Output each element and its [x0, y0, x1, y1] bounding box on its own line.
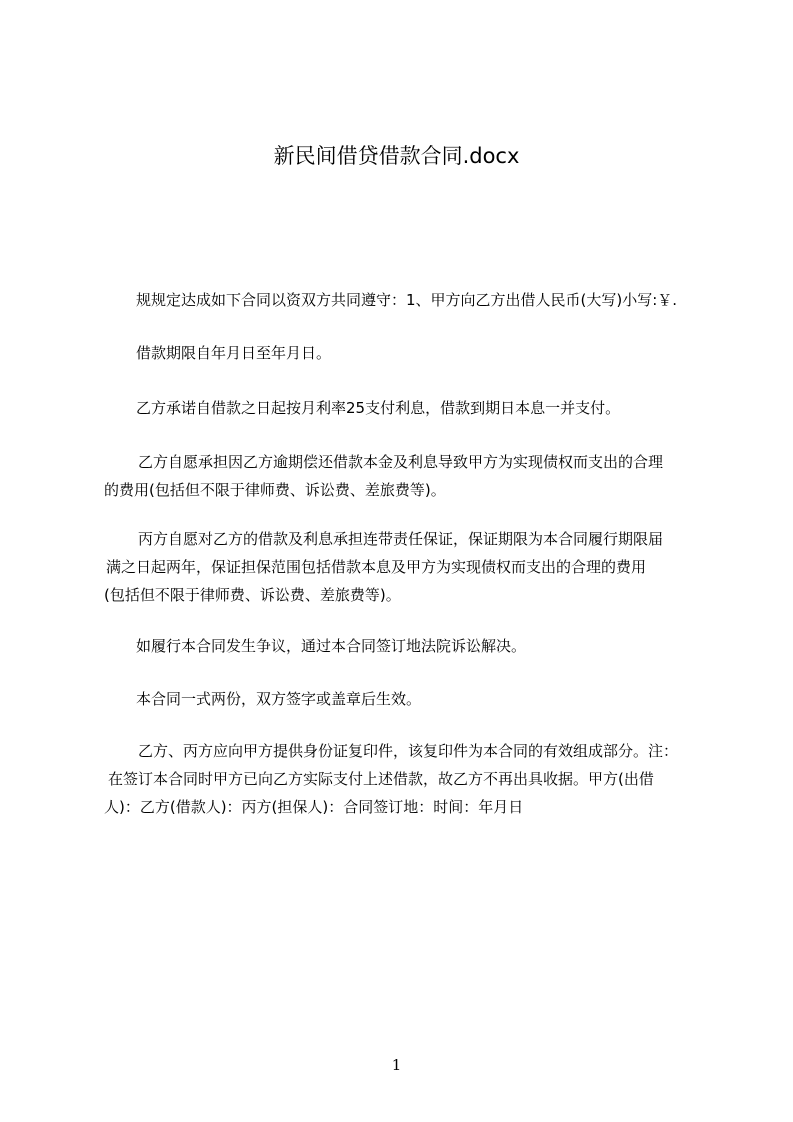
paragraph-line: 乙方、丙方应向甲方提供身份证复印件，该复印件为本合同的有效组成部分。注：: [138, 742, 679, 760]
paragraph-line: 丙方自愿对乙方的借款及利息承担连带责任保证，保证期限为本合同履行期限届: [138, 530, 664, 548]
paragraph-line: 如履行本合同发生争议，通过本合同签订地法院诉讼解决。: [136, 637, 527, 655]
paragraph-line: 满之日起两年，保证担保范围包括借款本息及甲方为实现债权而支出的合理的费用: [106, 558, 647, 576]
paragraph-line: 借款期限自年月日至年月日。: [136, 344, 332, 362]
paragraph-6: [136, 632, 526, 660]
paragraph-line: (包括但不限于律师费、诉讼费、差旅费等)。: [104, 586, 401, 604]
paragraph-line: 在签订本合同时甲方已向乙方实际支付上述借款，故乙方不再出具收据。甲方(出借: [108, 770, 654, 788]
paragraph-1: [136, 286, 677, 314]
paragraph-3: [136, 394, 620, 422]
paragraph-line: 乙方自愿承担因乙方逾期偿还借款本金及利息导致甲方为实现债权而支出的合理: [138, 453, 664, 471]
paragraph-7: [136, 685, 421, 713]
page-number: 1: [391, 1056, 402, 1074]
paragraph-line: 乙方承诺自借款之日起按月利率25支付利息，借款到期日本息一并支付。: [136, 399, 621, 417]
paragraph-2: [136, 339, 331, 367]
paragraph-4: [104, 448, 663, 504]
paragraph-5: [104, 525, 663, 609]
paragraph-8: [104, 737, 678, 821]
paragraph-line: 人)：乙方(借款人)：丙方(担保人)：合同签订地：时间：年月日: [104, 798, 524, 816]
paragraph-line: 的费用(包括但不限于律师费、诉讼费、差旅费等)。: [104, 481, 446, 499]
document-title: 新民间借贷借款合同.docx: [273, 144, 520, 168]
paragraph-line: 规规定达成如下合同以资双方共同遵守：1、甲方向乙方出借人民币(大写)小写:￥.: [136, 291, 678, 309]
paragraph-line: 本合同一式两份，双方签字或盖章后生效。: [136, 690, 422, 708]
